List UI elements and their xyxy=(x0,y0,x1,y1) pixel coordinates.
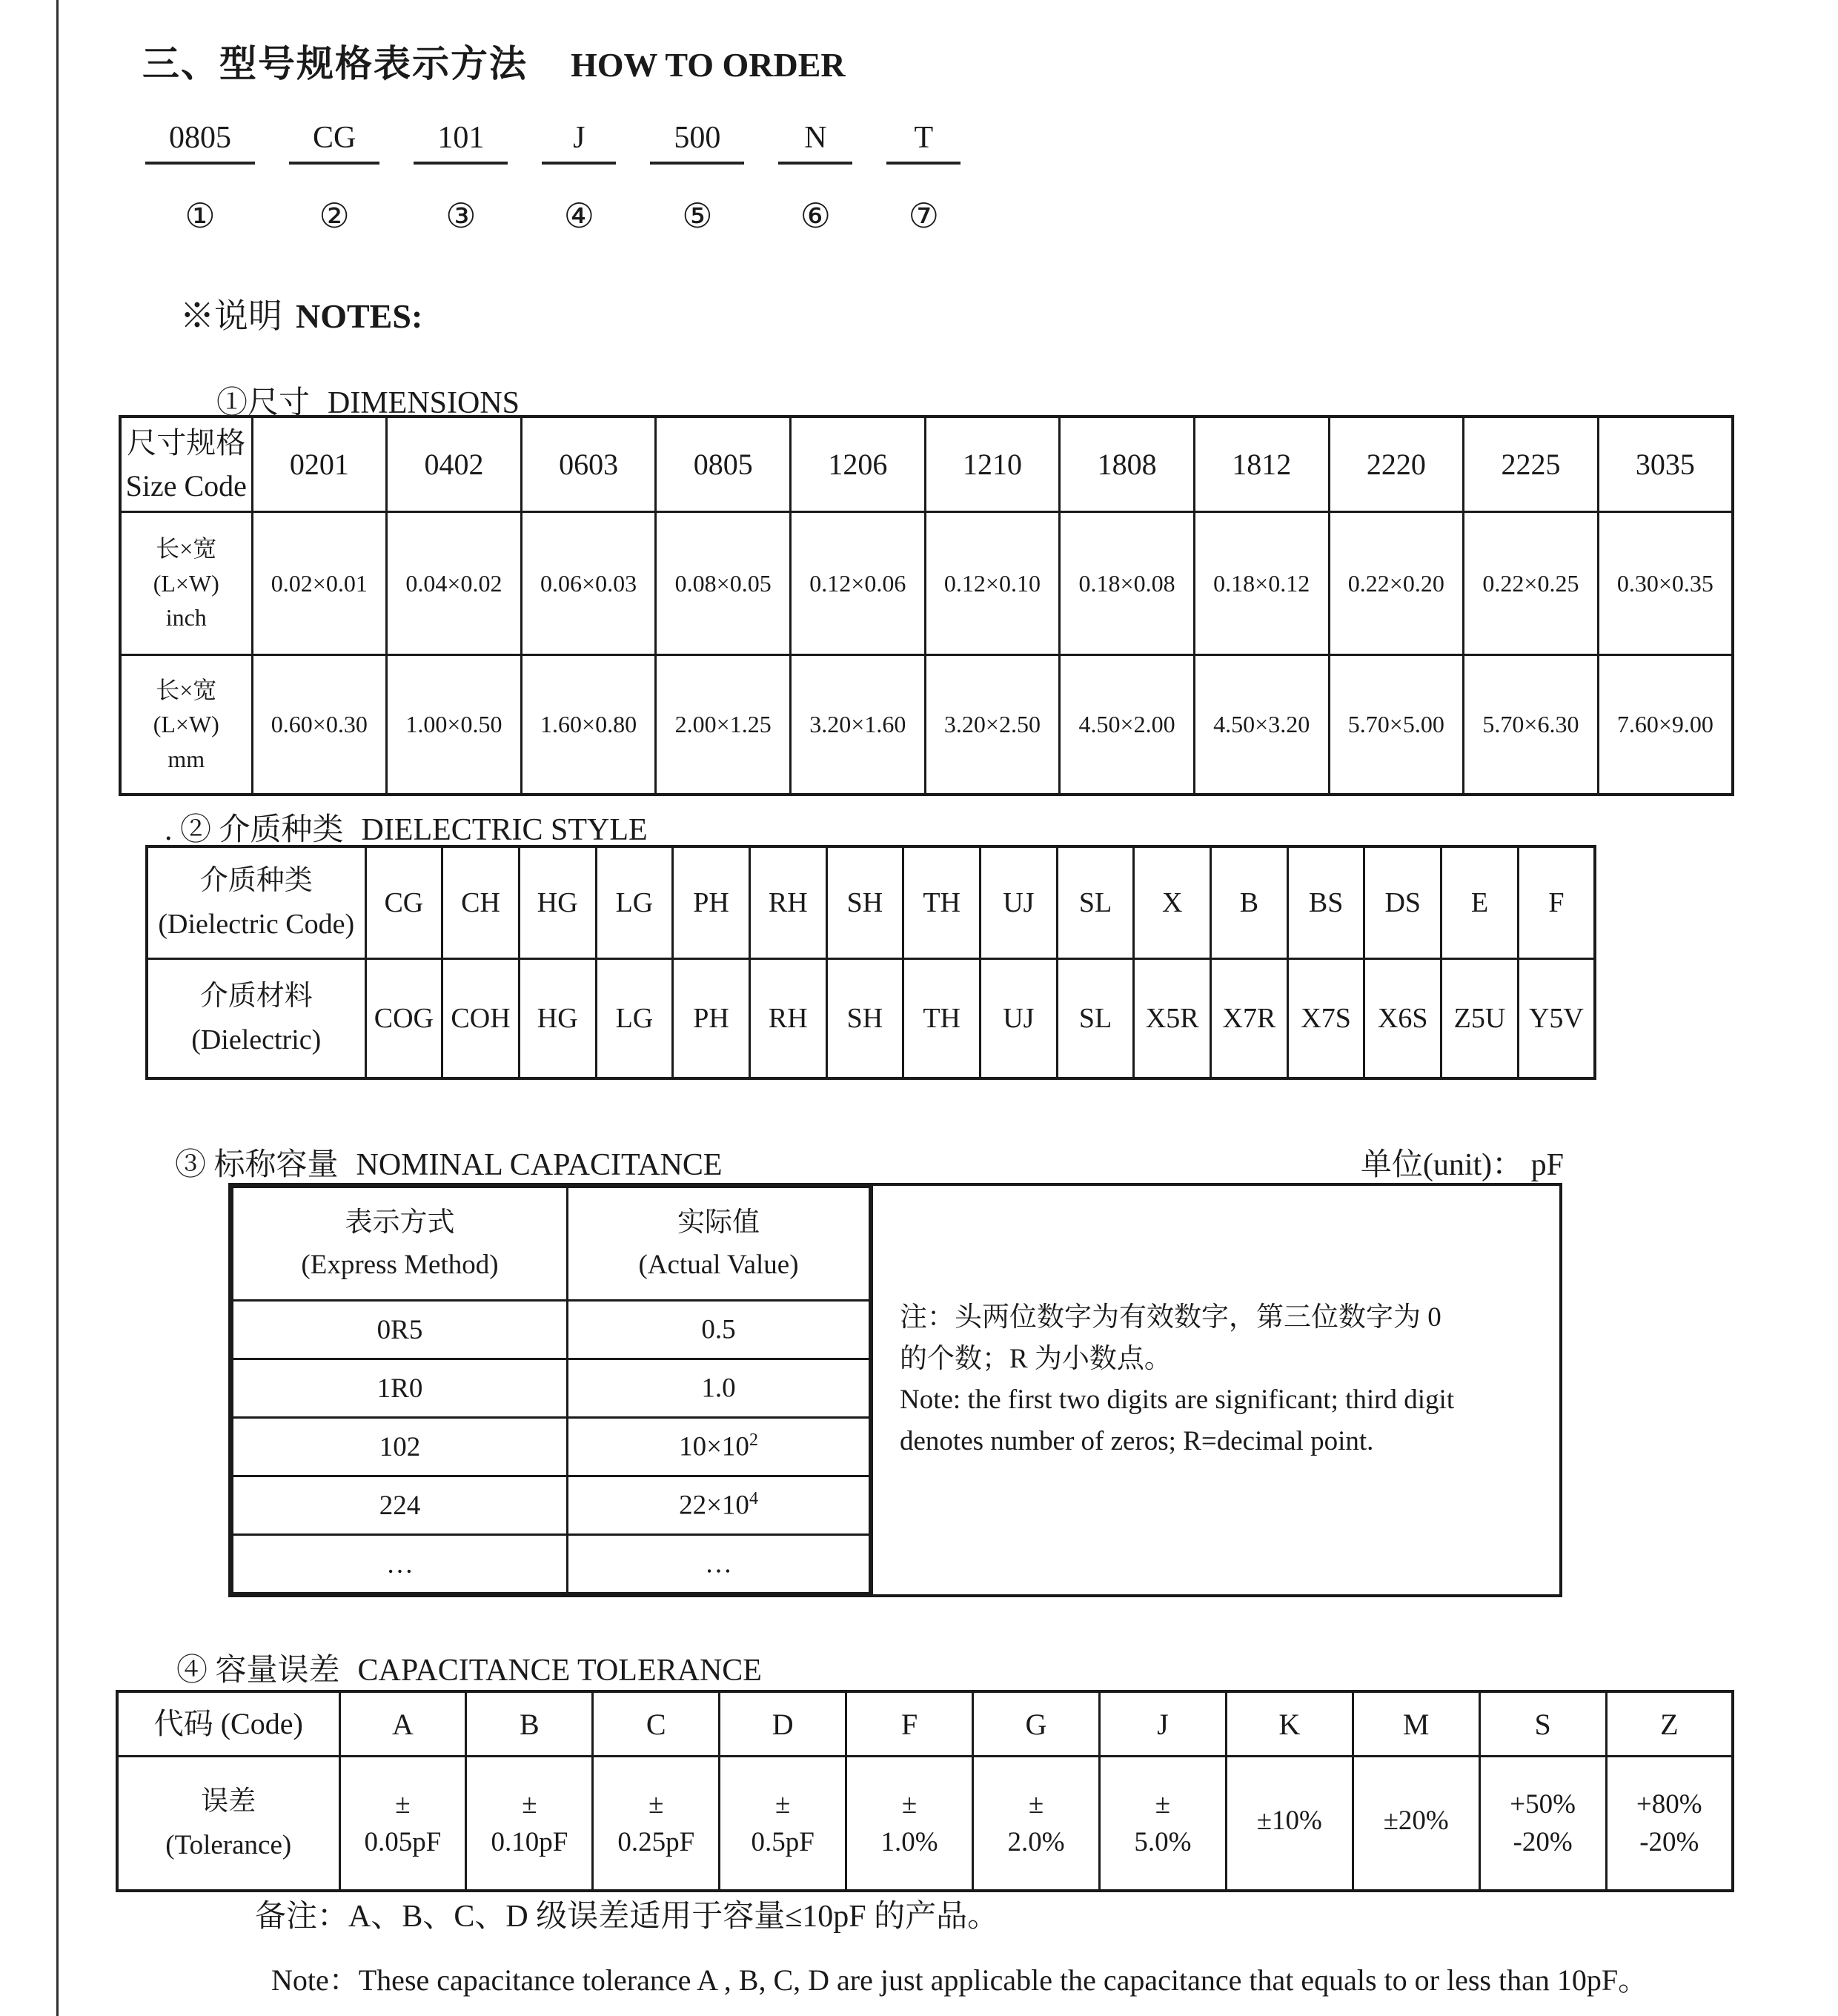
tolerance-value-label-en: (Tolerance) xyxy=(165,1830,292,1860)
dielectric-code-cell: DS xyxy=(1364,846,1441,959)
dimensions-heading-en: DIMENSIONS xyxy=(328,386,520,420)
tolerance-value-label-zh: 误差 xyxy=(201,1785,256,1817)
express-method-label-zh: 表示方式 xyxy=(345,1207,455,1238)
tolerance-value-row xyxy=(117,1757,1733,1891)
size-code-cell: 3035 xyxy=(1598,417,1733,512)
tolerance-value-cell xyxy=(973,1757,1100,1891)
tolerance-amount: 2.0% xyxy=(1007,1827,1065,1857)
dielectric-material-cell: Z5U xyxy=(1441,959,1519,1079)
tolerance-sign: ± xyxy=(395,1789,411,1820)
mm-row xyxy=(120,655,1733,795)
mm-value-cell: 7.60×9.00 xyxy=(1598,655,1733,795)
tolerance-code-label-cell xyxy=(117,1691,339,1757)
order-code-part xyxy=(778,120,852,236)
mm-value-cell: 4.50×2.00 xyxy=(1060,655,1195,795)
capacitance-note-line: 的个数；R 为小数点。 xyxy=(900,1343,1172,1374)
tolerance-value-cell xyxy=(720,1757,846,1891)
capacitance-row xyxy=(233,1535,870,1594)
capacitance-table-block xyxy=(228,1183,1562,1597)
express-code-cell: 224 xyxy=(233,1476,568,1535)
express-code-cell: 1R0 xyxy=(233,1359,568,1418)
actual-value-text: 22×10 xyxy=(679,1490,749,1521)
inch-value-cell: 0.02×0.01 xyxy=(252,512,387,655)
page-title-zh: 三、型号规格表示方法 xyxy=(142,43,528,84)
tolerance-amount: 0.10pF xyxy=(491,1827,568,1857)
mm-label-line: mm xyxy=(167,745,205,772)
dielectric-table xyxy=(145,845,1596,1080)
tolerance-sign: +80% xyxy=(1636,1789,1702,1820)
inch-value-cell: 0.12×0.10 xyxy=(925,512,1060,655)
actual-value-text: 10×10 xyxy=(679,1431,749,1462)
size-code-row xyxy=(120,417,1733,512)
page-title-en: HOW TO ORDER xyxy=(571,46,846,84)
dielectric-material-cell: COH xyxy=(442,959,520,1079)
capacitance-table xyxy=(231,1186,871,1594)
tolerance-value-cell xyxy=(1226,1757,1353,1891)
capacitance-note-line: denotes number of zeros; R=decimal point. xyxy=(900,1425,1374,1456)
actual-value-label-en: (Actual Value) xyxy=(638,1250,799,1280)
tolerance-amount: -20% xyxy=(1639,1827,1699,1857)
page-border-line xyxy=(56,0,59,2016)
order-code-index: ② xyxy=(319,197,350,235)
order-code-index: ④ xyxy=(563,197,594,235)
inch-value-cell: 0.18×0.08 xyxy=(1060,512,1195,655)
tolerance-sign: ± xyxy=(522,1789,537,1820)
tolerance-code-label-zh: 代码 xyxy=(153,1707,213,1740)
tolerance-amount: 0.05pF xyxy=(364,1827,442,1857)
capacitance-heading-en: NOMINAL CAPACITANCE xyxy=(356,1148,723,1182)
order-code xyxy=(145,120,961,236)
capacitance-heading-text xyxy=(175,1140,723,1184)
express-method-label-en: (Express Method) xyxy=(301,1250,499,1280)
dielectric-material-cell: PH xyxy=(673,959,750,1079)
dielectric-material-cell: LG xyxy=(596,959,673,1079)
dielectric-code-label-cell xyxy=(147,846,365,959)
size-code-label-zh: 尺寸规格 xyxy=(127,425,246,460)
inch-value-cell: 0.22×0.25 xyxy=(1464,512,1599,655)
capacitance-note-line: 注：头两位数字为有效数字，第三位数字为 0 xyxy=(900,1302,1441,1333)
dielectric-material-cell: COG xyxy=(365,959,442,1079)
size-code-cell: 1812 xyxy=(1194,417,1329,512)
express-method-header-cell xyxy=(233,1187,568,1301)
size-code-cell: 0603 xyxy=(521,417,656,512)
actual-value-text: … xyxy=(705,1548,732,1579)
inch-value-cell: 0.30×0.35 xyxy=(1598,512,1733,655)
order-code-part xyxy=(886,120,961,236)
size-code-cell: 1210 xyxy=(925,417,1060,512)
tolerance-code-cell: J xyxy=(1099,1691,1226,1757)
inch-label-line: inch xyxy=(165,604,207,631)
tolerance-code-label-en: (Code) xyxy=(220,1707,303,1740)
tolerance-sign: ± xyxy=(648,1789,664,1820)
tolerance-code-cell: A xyxy=(339,1691,466,1757)
tolerance-value-label-cell xyxy=(117,1757,339,1891)
mm-label-line: (L×W) xyxy=(153,711,219,738)
dielectric-material-cell: SL xyxy=(1057,959,1134,1079)
tolerance-code-cell: G xyxy=(973,1691,1100,1757)
inch-row xyxy=(120,512,1733,655)
order-code-part xyxy=(414,120,508,236)
dielectric-code-cell: RH xyxy=(749,846,826,959)
order-code-part xyxy=(542,120,616,236)
actual-value-cell xyxy=(568,1359,870,1418)
tolerance-code-cell: C xyxy=(593,1691,720,1757)
inch-value-cell: 0.08×0.05 xyxy=(656,512,791,655)
order-code-value: 101 xyxy=(414,120,508,165)
order-code-part xyxy=(650,120,744,236)
order-code-value: 0805 xyxy=(145,120,255,165)
dimensions-table xyxy=(119,415,1734,796)
tolerance-amount: 5.0% xyxy=(1134,1827,1192,1857)
inch-label-line: 长×宽 xyxy=(156,535,217,563)
capacitance-note-line: Note: the first two digits are significant; third digit xyxy=(900,1385,1455,1415)
tolerance-footnote-zh: 备注：A、B、C、D 级误差适用于容量≤10pF 的产品。 xyxy=(255,1900,999,1934)
capacitance-row xyxy=(233,1476,870,1535)
tolerance-heading xyxy=(176,1645,762,1690)
order-code-part xyxy=(145,120,255,236)
tolerance-value-cell xyxy=(846,1757,973,1891)
size-code-cell: 0201 xyxy=(252,417,387,512)
order-code-index: ⑤ xyxy=(682,197,713,235)
mm-value-cell: 4.50×3.20 xyxy=(1194,655,1329,795)
dielectric-material-label-en: (Dielectric) xyxy=(191,1024,322,1055)
tolerance-sign: ±10% xyxy=(1256,1805,1322,1836)
dielectric-code-cell: UJ xyxy=(981,846,1058,959)
tolerance-code-cell: F xyxy=(846,1691,973,1757)
tolerance-value-cell xyxy=(1353,1757,1479,1891)
dielectric-material-cell: X7R xyxy=(1211,959,1288,1079)
notes-heading xyxy=(180,289,422,338)
tolerance-table xyxy=(116,1690,1734,1892)
dimensions-heading-zh: ①尺寸 xyxy=(216,386,311,420)
order-code-value: N xyxy=(778,120,852,165)
dielectric-material-cell: X7S xyxy=(1287,959,1364,1079)
order-code-index: ⑦ xyxy=(908,197,939,235)
tolerance-sign: ± xyxy=(1155,1789,1171,1820)
size-code-cell: 2220 xyxy=(1329,417,1464,512)
inch-label-line: (L×W) xyxy=(153,569,219,597)
tolerance-sign: ± xyxy=(1028,1789,1044,1820)
dielectric-code-cell: X xyxy=(1134,846,1211,959)
capacitance-note xyxy=(871,1186,1559,1594)
dielectric-material-cell: X6S xyxy=(1364,959,1441,1079)
mm-value-cell: 5.70×5.00 xyxy=(1329,655,1464,795)
dielectric-material-label-cell xyxy=(147,959,365,1079)
dielectric-heading-en: DIELECTRIC STYLE xyxy=(361,813,648,847)
tolerance-sign: ± xyxy=(901,1789,918,1820)
tolerance-sign: ± xyxy=(775,1789,791,1820)
mm-label-cell xyxy=(120,655,252,795)
tolerance-amount: 0.25pF xyxy=(617,1827,695,1857)
size-code-cell: 0402 xyxy=(387,417,522,512)
tolerance-sign: ±20% xyxy=(1383,1805,1449,1836)
size-code-cell: 1808 xyxy=(1060,417,1195,512)
order-code-index: ① xyxy=(185,197,216,235)
order-code-index: ③ xyxy=(445,197,477,235)
actual-value-cell xyxy=(568,1301,870,1359)
mm-value-cell: 1.60×0.80 xyxy=(521,655,656,795)
size-code-cell: 0805 xyxy=(656,417,791,512)
dielectric-code-cell: B xyxy=(1211,846,1288,959)
tolerance-heading-en: CAPACITANCE TOLERANCE xyxy=(357,1654,762,1688)
dielectric-code-cell: PH xyxy=(673,846,750,959)
size-code-cell: 1206 xyxy=(791,417,926,512)
capacitance-heading-zh: ③ 标称容量 xyxy=(175,1148,339,1182)
actual-value-header-cell xyxy=(568,1187,870,1301)
mm-value-cell: 3.20×2.50 xyxy=(925,655,1060,795)
dielectric-material-cell: X5R xyxy=(1134,959,1211,1079)
tolerance-value-cell xyxy=(339,1757,466,1891)
inch-value-cell: 0.18×0.12 xyxy=(1194,512,1329,655)
inch-value-cell: 0.12×0.06 xyxy=(791,512,926,655)
tolerance-code-cell: M xyxy=(1353,1691,1479,1757)
size-code-cell: 2225 xyxy=(1464,417,1599,512)
tolerance-value-cell xyxy=(593,1757,720,1891)
capacitance-header-row xyxy=(233,1187,870,1301)
dielectric-code-cell: SL xyxy=(1057,846,1134,959)
capacitance-heading xyxy=(175,1140,1564,1184)
capacitance-unit-label: 单位(unit)： pF xyxy=(1360,1148,1564,1182)
actual-value-cell xyxy=(568,1535,870,1594)
actual-value-text: 0.5 xyxy=(701,1314,736,1345)
tolerance-heading-zh: ④ 容量误差 xyxy=(176,1654,340,1688)
capacitance-row xyxy=(233,1359,870,1418)
actual-value-exponent: 4 xyxy=(749,1489,758,1509)
express-code-cell: 102 xyxy=(233,1418,568,1476)
dielectric-code-label-zh: 介质种类 xyxy=(199,865,313,897)
capacitance-row xyxy=(233,1301,870,1359)
dielectric-code-cell: F xyxy=(1518,846,1595,959)
size-code-header-cell xyxy=(120,417,252,512)
notes-heading-en: NOTES: xyxy=(296,297,423,335)
mm-value-cell: 2.00×1.25 xyxy=(656,655,791,795)
dielectric-material-cell: UJ xyxy=(981,959,1058,1079)
tolerance-code-row xyxy=(117,1691,1733,1757)
order-code-part xyxy=(289,120,379,236)
express-code-cell: … xyxy=(233,1535,568,1594)
dielectric-code-cell: LG xyxy=(596,846,673,959)
dielectric-code-cell: HG xyxy=(519,846,596,959)
mm-value-cell: 3.20×1.60 xyxy=(791,655,926,795)
order-code-value: CG xyxy=(289,120,379,165)
tolerance-amount: 0.5pF xyxy=(751,1827,815,1857)
dielectric-code-cell: SH xyxy=(826,846,903,959)
tolerance-code-cell: B xyxy=(466,1691,593,1757)
order-code-value: 500 xyxy=(650,120,744,165)
capacitance-row xyxy=(233,1418,870,1476)
tolerance-amount: -20% xyxy=(1513,1827,1573,1857)
express-code-cell: 0R5 xyxy=(233,1301,568,1359)
dielectric-material-cell: TH xyxy=(903,959,981,1079)
mm-value-cell: 5.70×6.30 xyxy=(1464,655,1599,795)
tolerance-value-cell xyxy=(466,1757,593,1891)
dielectric-material-cell: SH xyxy=(826,959,903,1079)
tolerance-value-cell xyxy=(1099,1757,1226,1891)
dielectric-material-cell: RH xyxy=(749,959,826,1079)
inch-value-cell: 0.22×0.20 xyxy=(1329,512,1464,655)
actual-value-cell xyxy=(568,1418,870,1476)
actual-value-cell xyxy=(568,1476,870,1535)
inch-value-cell: 0.06×0.03 xyxy=(521,512,656,655)
dielectric-code-row xyxy=(147,846,1595,959)
dielectric-heading xyxy=(165,805,648,849)
dielectric-code-cell: BS xyxy=(1287,846,1364,959)
tolerance-code-cell: Z xyxy=(1606,1691,1733,1757)
size-code-label-en: Size Code xyxy=(125,468,247,503)
tolerance-value-cell xyxy=(1606,1757,1733,1891)
dielectric-material-row xyxy=(147,959,1595,1079)
mm-value-cell: 1.00×0.50 xyxy=(387,655,522,795)
dielectric-code-cell: CG xyxy=(365,846,442,959)
actual-value-exponent: 2 xyxy=(749,1430,758,1450)
tolerance-value-cell xyxy=(1479,1757,1606,1891)
tolerance-code-cell: S xyxy=(1479,1691,1606,1757)
tolerance-code-cell: D xyxy=(720,1691,846,1757)
dielectric-code-cell: CH xyxy=(442,846,520,959)
inch-value-cell: 0.04×0.02 xyxy=(387,512,522,655)
actual-value-text: 1.0 xyxy=(701,1373,736,1404)
dielectric-material-cell: Y5V xyxy=(1518,959,1595,1079)
page-title xyxy=(142,34,846,87)
tolerance-amount: 1.0% xyxy=(880,1827,938,1857)
dielectric-material-cell: HG xyxy=(519,959,596,1079)
mm-value-cell: 0.60×0.30 xyxy=(252,655,387,795)
dielectric-code-cell: E xyxy=(1441,846,1519,959)
dielectric-material-label-zh: 介质材料 xyxy=(199,981,313,1012)
order-code-value: J xyxy=(542,120,616,165)
notes-heading-zh: ※说明 xyxy=(180,297,282,335)
order-code-value: T xyxy=(886,120,961,165)
tolerance-code-cell: K xyxy=(1226,1691,1353,1757)
tolerance-sign: +50% xyxy=(1510,1789,1576,1820)
dielectric-heading-zh: . ② 介质种类 xyxy=(165,813,344,847)
mm-label-line: 长×宽 xyxy=(156,676,217,703)
actual-value-label-zh: 实际值 xyxy=(677,1207,760,1238)
dielectric-code-cell: TH xyxy=(903,846,981,959)
inch-label-cell xyxy=(120,512,252,655)
order-code-index: ⑥ xyxy=(800,197,831,235)
tolerance-footnote-en: Note：These capacitance tolerance A , B, C, D are just applicable the capacitance that equals to or less than 10pF。 xyxy=(271,1963,1648,1997)
dielectric-code-label-en: (Dielectric Code) xyxy=(158,909,355,940)
